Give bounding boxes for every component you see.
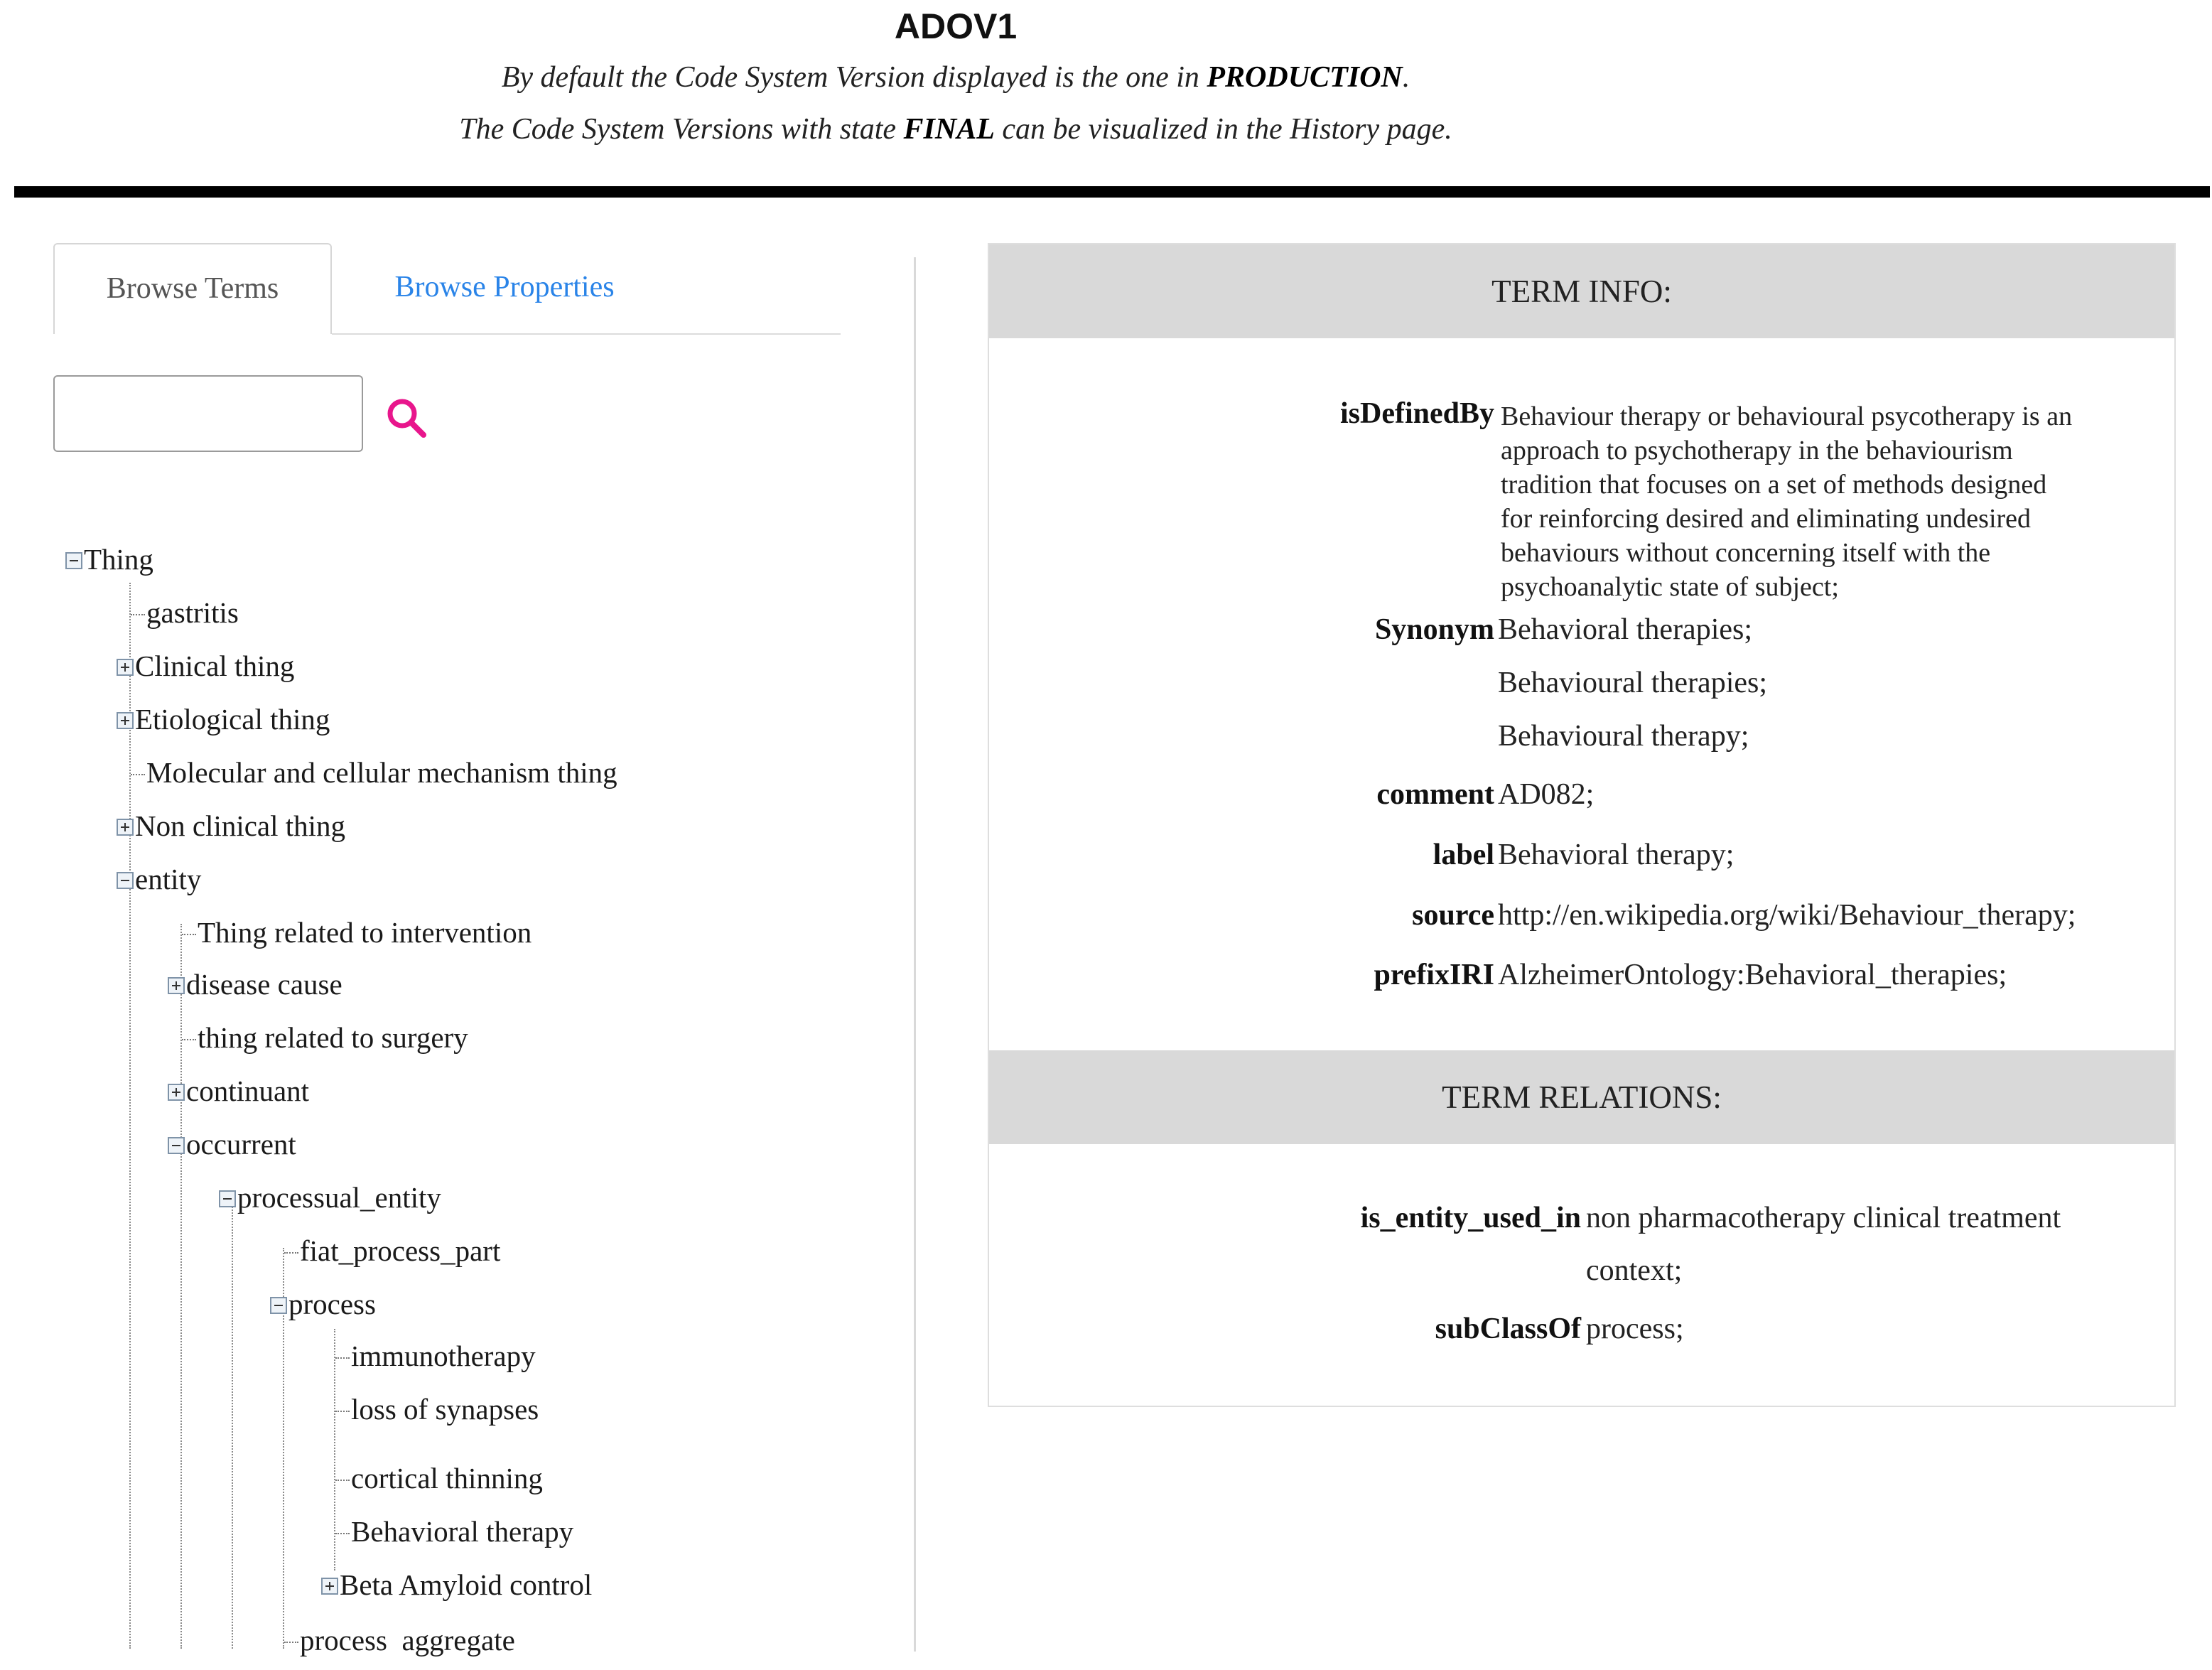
tree-node-label: Etiological thing	[135, 703, 330, 736]
tree-node-label: disease cause	[186, 968, 342, 1001]
collapse-icon[interactable]	[219, 1190, 236, 1207]
pane-divider	[914, 257, 916, 1652]
tree-node-beta-amyloid-control[interactable]	[321, 1563, 592, 1606]
tree-node-label: immunotherapy	[351, 1340, 536, 1372]
tree-node-label: loss of synapses	[351, 1393, 539, 1426]
tree-node-gastritis[interactable]	[131, 591, 239, 634]
expand-icon[interactable]	[117, 712, 134, 729]
tree-node-label: fiat_process_part	[300, 1234, 501, 1267]
tree-node-label: continuant	[186, 1074, 310, 1107]
tree-connector	[182, 934, 196, 935]
tree-node-label: Thing	[84, 543, 153, 576]
final-state-notice	[0, 112, 1911, 146]
tree-node-process-aggregate[interactable]	[284, 1619, 515, 1661]
definition-line: psychoanalytic state of subject;	[1501, 572, 1839, 602]
tree-node-label: cortical thinning	[351, 1462, 543, 1494]
expand-icon[interactable]	[168, 1084, 185, 1101]
definition-line: approach to psychotherapy in the behaviourism	[1501, 436, 2013, 465]
tree-node-thing[interactable]	[65, 538, 153, 581]
tab-browse-properties[interactable]: Browse Properties	[394, 271, 615, 303]
tree-node-occurrent[interactable]	[168, 1123, 296, 1165]
search-icon[interactable]	[384, 395, 429, 441]
tree-node-label: Beta Amyloid control	[340, 1568, 593, 1601]
search-input[interactable]	[53, 375, 363, 452]
prop-value-label: Behavioral therapy;	[1498, 839, 1734, 871]
tree-node-label: processual_entity	[237, 1181, 441, 1214]
prop-value-source[interactable]: http://en.wikipedia.org/wiki/Behaviour_therapy;	[1498, 899, 2076, 932]
tree-connector	[284, 1252, 298, 1254]
term-info-heading: TERM INFO:	[989, 244, 2174, 338]
expand-icon[interactable]	[168, 977, 185, 994]
tree-node-label: occurrent	[186, 1128, 296, 1160]
prop-key-subclassof: subClassOf	[1435, 1313, 1581, 1345]
prop-value-is-entity-used-in-cont: context;	[1586, 1254, 1683, 1287]
tree-connector	[182, 1039, 196, 1040]
tree-node-behavioral-therapy[interactable]	[335, 1510, 573, 1553]
tree-node-fiat-process-part[interactable]	[284, 1229, 500, 1272]
tree-guide-line	[232, 1195, 233, 1649]
tree-connector	[131, 774, 145, 775]
collapse-icon[interactable]	[117, 872, 134, 889]
prop-key-isdefinedby: isDefinedBy	[1339, 397, 1494, 430]
prop-value-subclassof: process;	[1586, 1313, 1684, 1345]
prop-key-source: source	[1412, 899, 1494, 932]
tree-connector	[131, 614, 145, 615]
prop-value-prefixiri: AlzheimerOntology:Behavioral_therapies;	[1498, 959, 2007, 991]
tree-node-cortical-thinning[interactable]	[335, 1457, 543, 1499]
tree-node-loss-of-synapses[interactable]	[335, 1388, 539, 1431]
tree-node-molecular-cellular[interactable]	[131, 751, 617, 794]
tree-node-thing-related-to-intervention[interactable]	[182, 911, 532, 954]
tree-node-label: Thing related to intervention	[198, 916, 532, 949]
prop-value-synonym: Behavioural therapies;	[1498, 667, 1768, 699]
tree-guide-line	[129, 583, 131, 1649]
collapse-icon[interactable]	[65, 552, 82, 569]
tree-node-entity[interactable]	[117, 858, 201, 900]
tree-node-clinical-thing[interactable]	[117, 645, 294, 687]
production-notice	[0, 60, 1911, 95]
term-relations-heading: TERM RELATIONS:	[989, 1050, 2174, 1144]
tree-node-process[interactable]	[270, 1283, 376, 1325]
prop-key-prefixiri: prefixIRI	[1374, 959, 1494, 991]
tree-node-label: thing related to surgery	[198, 1021, 468, 1054]
prop-value-synonym: Behavioural therapy;	[1498, 720, 1749, 753]
expand-icon[interactable]	[117, 659, 134, 676]
production-notice-end: .	[1402, 61, 1410, 94]
header-divider	[14, 186, 2210, 198]
production-notice-text: By default the Code System Version displayed is the one in	[501, 61, 1199, 94]
expand-icon[interactable]	[117, 819, 134, 836]
tree-node-disease-cause[interactable]	[168, 963, 342, 1006]
tree-connector	[284, 1642, 298, 1643]
page-title: ADOV1	[894, 6, 1018, 46]
tree-node-label: Clinical thing	[135, 650, 295, 682]
prop-key-comment: comment	[1376, 778, 1494, 811]
tree-node-processual-entity[interactable]	[219, 1176, 441, 1219]
tree-node-label: process	[288, 1288, 376, 1320]
definition-line: behaviours without concerning itself with the	[1501, 538, 1991, 568]
prop-key-is-entity-used-in: is_entity_used_in	[1360, 1202, 1581, 1234]
collapse-icon[interactable]	[168, 1137, 185, 1154]
tree-connector	[335, 1357, 350, 1359]
tree-connector	[335, 1480, 350, 1481]
definition-line: for reinforcing desired and eliminating undesired	[1501, 504, 2032, 534]
production-state: PRODUCTION	[1207, 61, 1403, 94]
prop-value-isdefinedby	[1501, 399, 2176, 604]
definition-line: Behaviour therapy or behavioural psycotherapy is an	[1501, 402, 2073, 431]
tree-node-continuant[interactable]	[168, 1070, 309, 1112]
tree-node-thing-related-to-surgery[interactable]	[182, 1016, 468, 1059]
tree-node-label: process aggregate	[300, 1624, 515, 1656]
tree-node-label: Molecular and cellular mechanism thing	[146, 756, 617, 789]
tree-node-label: gastritis	[146, 596, 239, 629]
prop-key-synonym: Synonym	[1374, 613, 1494, 646]
tree-node-immunotherapy[interactable]	[335, 1335, 536, 1377]
expand-icon[interactable]	[321, 1578, 338, 1595]
final-state: FINAL	[903, 113, 995, 146]
prop-value-synonym: Behavioral therapies;	[1498, 613, 1753, 646]
collapse-icon[interactable]	[270, 1297, 287, 1314]
tree-node-etiological-thing[interactable]	[117, 698, 330, 740]
tree-connector	[335, 1411, 350, 1412]
prop-value-is-entity-used-in: non pharmacotherapy clinical treatment	[1586, 1202, 2061, 1234]
tree-node-non-clinical-thing[interactable]	[117, 804, 345, 847]
final-notice-end: can be visualized in the History page.	[1002, 113, 1452, 146]
tab-browse-terms[interactable]: Browse Terms	[53, 243, 332, 334]
tree-node-label: entity	[135, 863, 202, 895]
tree-connector	[335, 1533, 350, 1534]
prop-key-label: label	[1433, 839, 1494, 871]
tree-node-label: Non clinical thing	[135, 809, 346, 842]
prop-value-comment: AD082;	[1498, 778, 1595, 811]
tree-node-label: Behavioral therapy	[351, 1515, 574, 1548]
final-notice-text: The Code System Versions with state	[459, 113, 897, 146]
definition-line: tradition that focuses on a set of methods designed	[1501, 470, 2047, 500]
